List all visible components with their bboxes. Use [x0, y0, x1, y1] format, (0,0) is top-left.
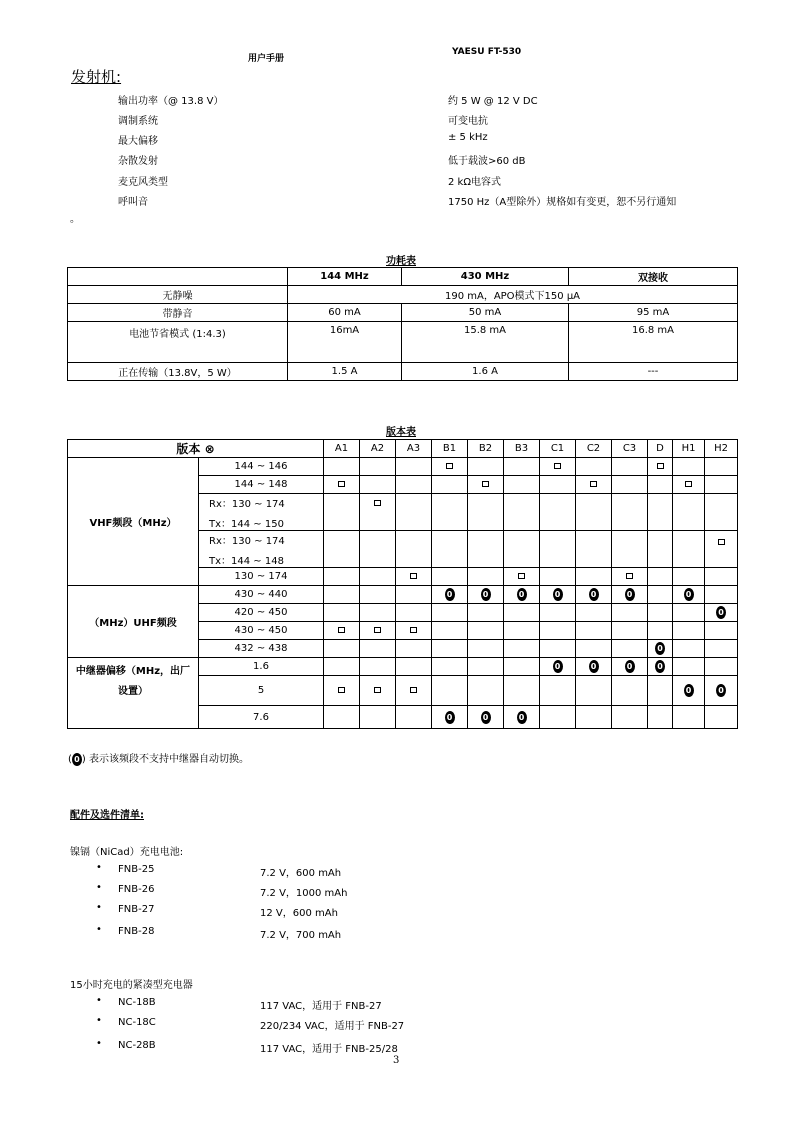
range-cell: 7.6 — [199, 706, 324, 729]
power-header-row — [68, 268, 738, 286]
check-square-icon — [657, 463, 664, 469]
check-square-icon — [482, 481, 489, 487]
version-code: C3 — [612, 440, 648, 458]
check-square-icon — [338, 627, 345, 633]
range-cell: 5 — [199, 676, 324, 706]
no-auto-shift-icon: 0 — [716, 606, 726, 619]
power-header-cell: 430 MHz — [402, 268, 569, 286]
spec-value: 约 5 W @ 12 V DC — [448, 96, 538, 107]
uhf-group-label: （MHz）UHF频段 — [68, 586, 199, 658]
spec-label: 呼叫音 — [118, 197, 148, 208]
no-auto-shift-icon: 0 — [655, 642, 665, 655]
no-auto-shift-icon: 0 — [445, 588, 455, 601]
range-cell: 1.6 — [199, 658, 324, 676]
check-square-icon — [338, 687, 345, 693]
spec-value: 2 kΩ电容式 — [448, 177, 501, 188]
header-left: 用户手册 — [248, 54, 285, 64]
range-cell: 144 ~ 146 — [199, 458, 324, 476]
repeater-group-label — [68, 658, 199, 729]
battery-spec: 7.2 V，700 mAh — [260, 930, 342, 941]
no-auto-shift-icon: 0 — [481, 711, 491, 724]
bullet: • — [96, 862, 102, 873]
version-note — [68, 750, 249, 766]
charger-spec: 220/234 VAC，适用于 FNB-27 — [260, 1021, 405, 1032]
check-square-icon — [518, 573, 525, 579]
check-square-icon — [338, 481, 345, 487]
battery-spec: 7.2 V，1000 mAh — [260, 888, 348, 899]
spec-label: 杂散发射 — [118, 156, 158, 167]
version-code: B1 — [432, 440, 468, 458]
no-auto-shift-icon: 0 — [684, 684, 694, 697]
bullet: • — [96, 882, 102, 893]
charger-name: NC-28B — [118, 1040, 156, 1051]
power-table-title: 功耗表 — [386, 256, 416, 267]
spec-value: 可变电抗 — [448, 116, 488, 127]
range-cell: 130 ~ 174 — [199, 568, 324, 586]
page-number: 3 — [393, 1055, 400, 1066]
check-square-icon — [626, 573, 633, 579]
no-auto-shift-icon: 0 — [481, 588, 491, 601]
power-row-saver — [68, 322, 738, 363]
uhf-row-1 — [68, 586, 738, 604]
version-code: B2 — [468, 440, 504, 458]
check-square-icon — [446, 463, 453, 469]
repeater-label-line2: 设置） — [118, 686, 148, 697]
version-code: D — [648, 440, 673, 458]
value-430: 1.6 A — [402, 363, 569, 381]
header-right: YAESU FT-530 — [452, 47, 522, 57]
version-code: B3 — [504, 440, 540, 458]
check-square-icon — [718, 539, 725, 545]
check-square-icon — [410, 573, 417, 579]
spec-label: 最大偏移 — [118, 136, 158, 147]
no-auto-shift-icon: 0 — [72, 753, 82, 766]
value-144: 1.5 A — [288, 363, 402, 381]
trailing-mark: 。 — [70, 214, 80, 225]
check-square-icon — [410, 687, 417, 693]
battery-name: FNB-28 — [118, 926, 155, 937]
row-label: 带静音 — [68, 304, 288, 322]
check-square-icon — [410, 627, 417, 633]
spec-label: 调制系统 — [118, 116, 158, 127]
range-cell: 144 ~ 148 — [199, 476, 324, 494]
battery-name: FNB-26 — [118, 884, 155, 895]
repeater-label-line1: 中继器偏移（MHz，出厂 — [75, 666, 191, 677]
range-cell: 432 ~ 438 — [199, 640, 324, 658]
power-row-tx — [68, 363, 738, 381]
check-square-icon — [374, 500, 381, 506]
note-open: ( — [68, 754, 72, 765]
charger-spec: 117 VAC，适用于 FNB-25/28 — [260, 1044, 398, 1055]
accessories-title: 配件及选件清单: — [70, 810, 144, 821]
bullet: • — [96, 902, 102, 913]
no-auto-shift-icon: 0 — [625, 588, 635, 601]
no-auto-shift-icon: 0 — [517, 588, 527, 601]
power-header-cell: 双接收 — [569, 268, 738, 286]
range-cell: 420 ~ 450 — [199, 604, 324, 622]
no-auto-shift-icon: 0 — [589, 588, 599, 601]
bullet: • — [96, 1038, 102, 1049]
version-code: C1 — [540, 440, 576, 458]
range-rx: Rx：130 ~ 174 — [209, 535, 285, 547]
row-label: 正在传输（13.8V，5 W） — [68, 363, 288, 381]
version-code: A1 — [324, 440, 360, 458]
check-square-icon — [374, 687, 381, 693]
charger-name: NC-18C — [118, 1017, 156, 1028]
power-header-cell — [68, 268, 288, 286]
vhf-row-1 — [68, 458, 738, 476]
range-cell: 430 ~ 440 — [199, 586, 324, 604]
no-auto-shift-icon: 0 — [553, 588, 563, 601]
check-square-icon — [685, 481, 692, 487]
power-row-no-squelch — [68, 286, 738, 304]
merged-value: 190 mA，APO模式下150 µA — [288, 286, 738, 304]
no-auto-shift-icon: 0 — [716, 684, 726, 697]
note-text: ) 表示该频段不支持中继器自动切换。 — [81, 754, 249, 765]
range-cell-dual — [199, 494, 324, 531]
check-square-icon — [590, 481, 597, 487]
version-header-row — [68, 440, 738, 458]
value-dual: --- — [569, 363, 738, 381]
range-rx: Rx：130 ~ 174 — [209, 498, 285, 510]
version-table-title: 版本表 — [386, 427, 416, 438]
version-code: H1 — [673, 440, 705, 458]
spec-value: ± 5 kHz — [448, 132, 488, 143]
range-cell-dual — [199, 531, 324, 568]
check-square-icon — [554, 463, 561, 469]
value-430: 15.8 mA — [402, 322, 569, 363]
bullet: • — [96, 924, 102, 935]
value-dual: 16.8 mA — [569, 322, 738, 363]
battery-spec: 7.2 V，600 mAh — [260, 868, 342, 879]
row-label: 无静噪 — [68, 286, 288, 304]
no-auto-shift-icon: 0 — [589, 660, 599, 673]
spec-value: 1750 Hz（A型除外）规格如有变更，恕不另行通知 — [448, 197, 677, 208]
battery-spec: 12 V，600 mAh — [260, 908, 338, 919]
power-row-squelch — [68, 304, 738, 322]
charger-heading: 15小时充电的紧凑型充电器 — [70, 980, 193, 991]
no-auto-shift-icon: 0 — [553, 660, 563, 673]
value-dual: 95 mA — [569, 304, 738, 322]
range-tx: Tx：144 ~ 150 — [209, 518, 284, 530]
power-header-cell: 144 MHz — [288, 268, 402, 286]
no-auto-shift-icon: 0 — [625, 660, 635, 673]
power-table — [67, 267, 738, 381]
version-code: C2 — [576, 440, 612, 458]
version-code: A2 — [360, 440, 396, 458]
version-code: H2 — [705, 440, 738, 458]
no-auto-shift-icon: 0 — [684, 588, 694, 601]
version-corner: 版本 ⊗ — [68, 440, 324, 458]
row-label: 电池节省模式 (1:4.3) — [68, 322, 288, 363]
bullet: • — [96, 1015, 102, 1026]
vhf-group-label: VHF频段（MHz） — [68, 458, 199, 586]
battery-name: FNB-27 — [118, 904, 155, 915]
spec-label: 麦克风类型 — [118, 177, 168, 188]
no-auto-shift-icon: 0 — [517, 711, 527, 724]
value-144: 16mA — [288, 322, 402, 363]
version-code: A3 — [396, 440, 432, 458]
range-tx: Tx：144 ~ 148 — [209, 555, 284, 567]
value-430: 50 mA — [402, 304, 569, 322]
range-cell: 430 ~ 450 — [199, 622, 324, 640]
value-144: 60 mA — [288, 304, 402, 322]
charger-name: NC-18B — [118, 997, 156, 1008]
transmitter-title: 发射机: — [71, 68, 122, 86]
battery-name: FNB-25 — [118, 864, 155, 875]
check-square-icon — [374, 627, 381, 633]
spec-value: 低于载波>60 dB — [448, 156, 526, 167]
charger-spec: 117 VAC，适用于 FNB-27 — [260, 1001, 382, 1012]
no-auto-shift-icon: 0 — [445, 711, 455, 724]
offset-row-1 — [68, 658, 738, 676]
bullet: • — [96, 995, 102, 1006]
spec-label: 输出功率（@ 13.8 V） — [118, 96, 224, 107]
no-auto-shift-icon: 0 — [655, 660, 665, 673]
battery-heading: 镍镉（NiCad）充电电池: — [70, 847, 184, 858]
version-table — [67, 439, 738, 729]
